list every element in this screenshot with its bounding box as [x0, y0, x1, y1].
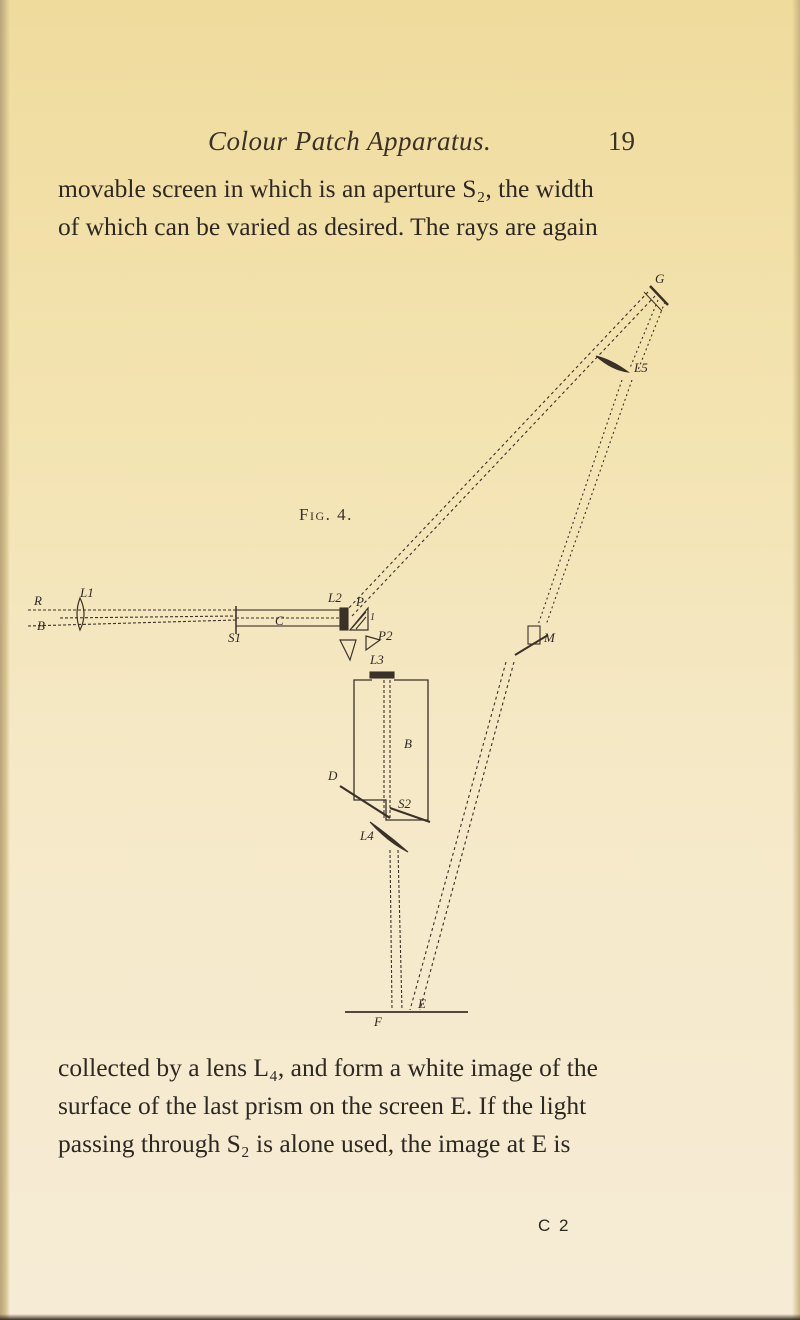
lens-l1	[77, 598, 84, 630]
label-l4: L4	[360, 828, 374, 843]
beam-line	[630, 300, 658, 368]
beam-line	[546, 380, 632, 625]
label-p1: P	[356, 594, 364, 609]
small-prism	[340, 640, 356, 660]
page-number: 19	[608, 126, 635, 156]
prism-p1-hatch	[356, 617, 366, 629]
figure-caption: Fig. 4.	[299, 505, 353, 524]
text-line: collected by a lens L₄, and form a white image of the	[58, 1053, 598, 1082]
lens-l2	[340, 608, 348, 630]
label-r: R	[34, 593, 42, 608]
label-e: E	[418, 996, 426, 1011]
label-l2: L2	[328, 590, 342, 605]
beam-line	[410, 662, 506, 1010]
lens-l4	[370, 822, 408, 852]
label-p1-subscript: 1	[370, 612, 375, 623]
label-d: D	[328, 768, 338, 783]
beam-line	[420, 662, 514, 1010]
beam-line	[345, 292, 648, 612]
horizontal-beam	[28, 620, 236, 626]
text-line: of which can be varied as desired. The rays are again	[58, 212, 598, 241]
horizontal-beam	[60, 616, 236, 618]
label-l1: L1	[80, 585, 94, 600]
text-line: passing through S₂ is alone used, the image at E is	[58, 1129, 571, 1158]
beam-line	[538, 380, 622, 625]
paragraph-bottom	[58, 1049, 748, 1163]
label-c: C	[275, 613, 284, 628]
label-f: F	[374, 1014, 382, 1029]
beam-line	[398, 850, 402, 1010]
text-line: surface of the last prism on the screen E. If the light	[58, 1091, 587, 1120]
text-line: movable screen in which is an aperture S₂, the width	[58, 174, 594, 203]
lens-l3	[370, 672, 394, 678]
label-g: G	[655, 271, 665, 286]
running-title: Colour Patch Apparatus.	[208, 126, 492, 156]
label-l3: L3	[370, 652, 384, 667]
beam-line	[352, 296, 655, 616]
label-p2: P2	[378, 628, 393, 643]
label-l5: L5	[634, 360, 648, 375]
label-b-left: B	[37, 618, 45, 633]
box-b	[354, 680, 428, 820]
label-b-box: B	[404, 736, 412, 751]
label-s1: S1	[228, 630, 241, 645]
label-s2: S2	[398, 796, 411, 811]
beam-line	[390, 850, 392, 1010]
label-m: M	[544, 630, 555, 645]
lens-l5	[596, 356, 628, 372]
signature-mark: C 2	[538, 1216, 571, 1235]
mirror-d	[340, 786, 390, 818]
